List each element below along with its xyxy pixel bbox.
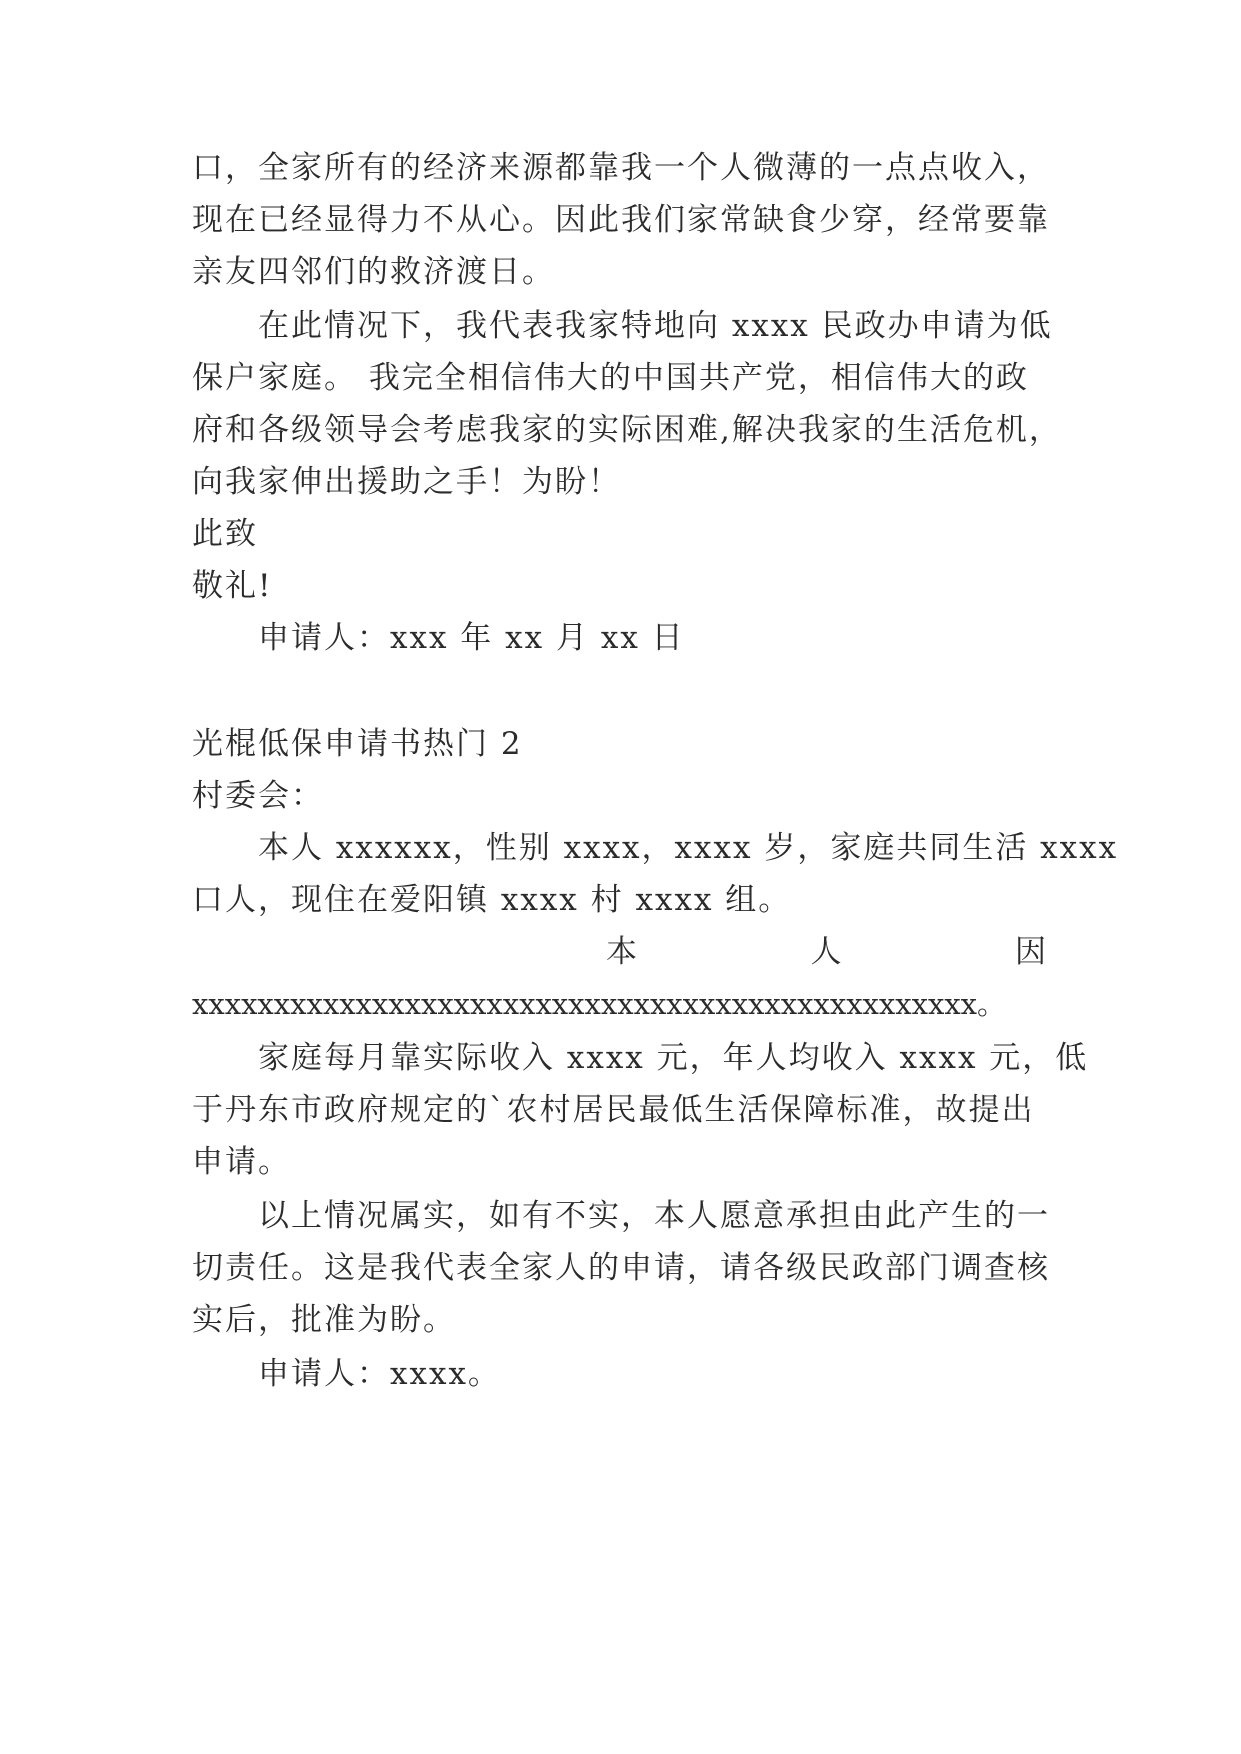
paragraph-line: 于丹东市政府规定的`农村居民最低生活保障标准，故提出 <box>192 1092 1035 1128</box>
closing-regards: 敬礼! <box>192 568 273 604</box>
paragraph-line: 切责任。这是我代表全家人的申请，请各级民政部门调查核 <box>192 1250 1050 1286</box>
paragraph-line: 向我家伸出援助之手！为盼！ <box>192 464 621 500</box>
addressee: 村委会： <box>192 778 324 814</box>
justified-line <box>606 932 1048 972</box>
paragraph-line: 实后，批准为盼。 <box>192 1302 456 1338</box>
applicant-signature: 申请人：xxxx。 <box>258 1356 501 1392</box>
paragraph-line: 口人，现住在爱阳镇 xxxx 村 xxxx 组。 <box>192 882 792 918</box>
paragraph-line: 在此情况下，我代表我家特地向 xxxx 民政办申请为低 <box>258 308 1053 344</box>
paragraph-line: 亲友四邻们的救济渡日。 <box>192 254 555 290</box>
paragraph-line: 口，全家所有的经济来源都靠我一个人微薄的一点点收入， <box>192 150 1050 186</box>
justified-word: 人 <box>810 934 844 970</box>
paragraph-line: 本人 xxxxxx，性别 xxxx，xxxx 岁，家庭共同生活 xxxx <box>258 830 1119 866</box>
paragraph-line: 申请。 <box>192 1144 291 1180</box>
section-title: 光棍低保申请书热门 2 <box>192 726 523 762</box>
paragraph-line: 保户家庭。 我完全相信伟大的中国共产党，相信伟大的政 <box>192 360 1029 396</box>
paragraph-line: 以上情况属实，如有不实，本人愿意承担由此产生的一 <box>258 1198 1050 1234</box>
paragraph-line: 家庭每月靠实际收入 xxxx 元，年人均收入 xxxx 元，低 <box>258 1040 1089 1076</box>
justified-word: 本 <box>606 934 639 970</box>
paragraph-line: 现在已经显得力不从心。因此我们家常缺食少穿，经常要靠 <box>192 202 1050 238</box>
applicant-signature-date: 申请人：xxx 年 xx 月 xx 日 <box>258 620 685 656</box>
paragraph-line: 府和各级领导会考虑我家的实际困难,解决我家的生活危机， <box>192 412 1062 448</box>
closing-salutation: 此致 <box>192 516 258 552</box>
justified-word: 因 <box>1015 934 1048 970</box>
paragraph-line: xxxxxxxxxxxxxxxxxxxxxxxxxxxxxxxxxxxxxxxxxxxxxxxx。 <box>192 987 1007 1021</box>
